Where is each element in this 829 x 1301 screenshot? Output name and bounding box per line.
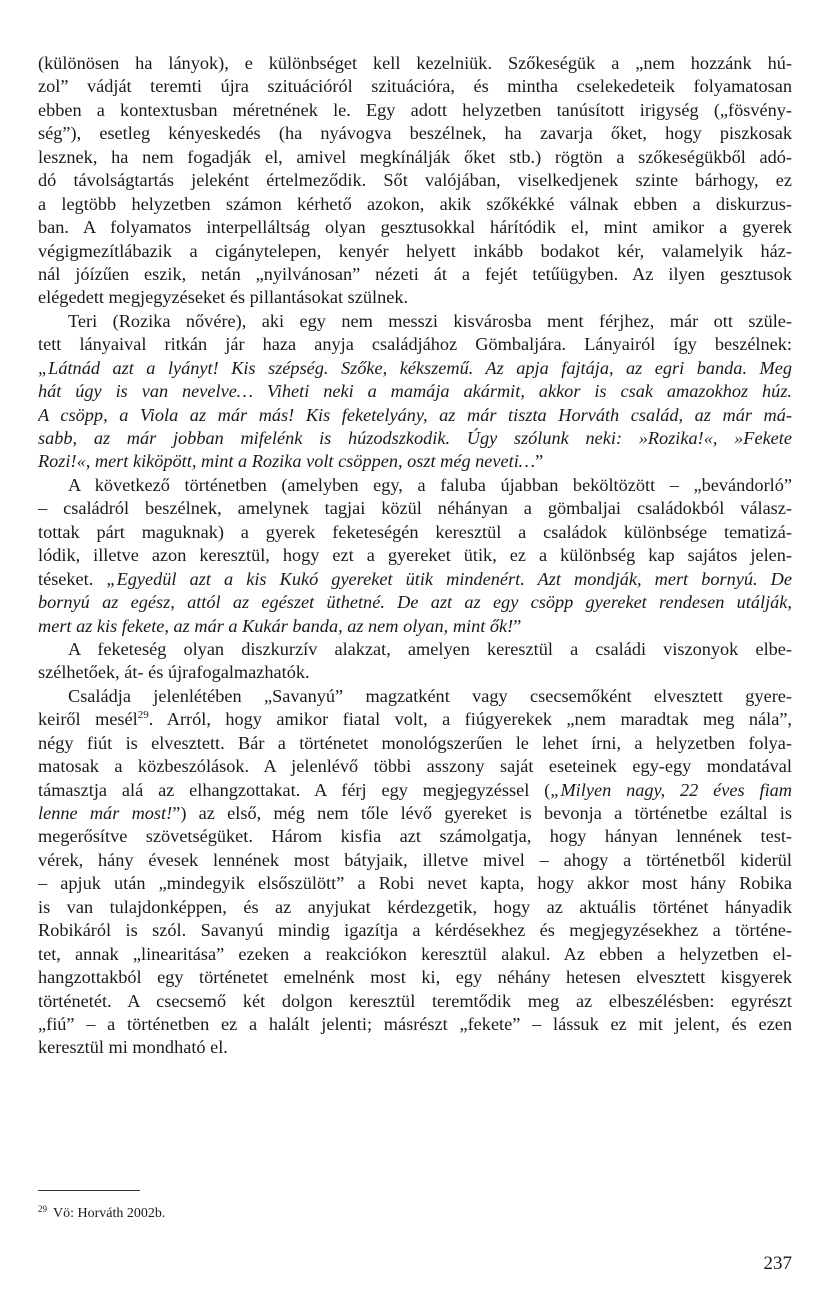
text-line <box>38 193 792 216</box>
text-run: bornyú az egész, attól az egészet üthetné. De azt az egy csöpp gyereket rendesen utálják, <box>38 592 792 613</box>
text-run: Teri (Rozika nővére), aki egy nem messzi kisvárosba ment férjhez, már ott szüle- <box>68 310 792 331</box>
text-line <box>38 333 792 356</box>
text-run: elégedett megjegyzéseket és pillantásokat szülnek. <box>38 287 409 308</box>
text-line <box>38 661 792 684</box>
text-run: ség”), esetleg kényeskedés (ha nyávogva beszélnek, ha zavarja őket, hogy piszkosak <box>38 123 792 144</box>
text-run: nál jóízűen eszik, netán „nyilvánosan” nézeti át a fejét tetűügyben. Az ilyen gesztusok <box>38 263 792 284</box>
text-line <box>38 708 792 731</box>
text-line <box>38 825 792 848</box>
text-run: hangzottakból egy történetet emelnénk most ki, egy néhány hetesen elvesztett kisgyerek <box>38 967 792 988</box>
text-run: A következő történetben (amelyben egy, a faluba újabban beköltözött – „bevándorló” <box>68 474 792 495</box>
footnote-number: 29 <box>38 1204 47 1214</box>
text-line <box>38 146 792 169</box>
text-line <box>38 450 792 473</box>
text-line <box>38 286 792 309</box>
text-run: „Látnád azt a lyányt! Kis szépség. Szőke, kékszemű. Az apja fajtája, az egri banda. Meg <box>38 357 792 378</box>
text-run: Robikáról is szól. Savanyú mindig igazítja a kérdésekhez és megjegyzésekhez a történe- <box>38 920 792 941</box>
footnote-rule <box>38 1190 140 1191</box>
text-line <box>38 52 792 75</box>
text-run: – családról beszélnek, amelynek tagjai közül néhányan a gömbaljai családokból válasz- <box>38 498 792 519</box>
text-run: ” <box>513 615 522 636</box>
text-line <box>38 357 792 380</box>
text-run: – apjuk után „mindegyik elsőszülött” a Robi nevet kapta, hogy akkor most hány Robika <box>38 873 792 894</box>
footnote <box>38 1200 165 1223</box>
text-line <box>38 755 792 778</box>
text-line <box>38 779 792 802</box>
text-run: támasztja alá az elhangzottakat. A férj egy megjegyzéssel ( <box>38 779 551 800</box>
text-run: megerősítve szövetségüket. Három kisfia azt számolgatja, hogy hányan lennének test- <box>38 826 792 847</box>
text-line <box>38 732 792 755</box>
text-run: Családja jelenlétében „Savanyú” magzatként vagy csecsemőként elvesztett gyere- <box>68 685 792 706</box>
text-run: (különösen ha lányok), e különbséget kell kezelniük. Szőkeségük a „nem hozzánk hú- <box>38 53 792 73</box>
text-line <box>38 216 792 239</box>
footnote-ref: 29 <box>137 709 149 722</box>
text-run: hát úgy is van nevelve… Viheti neki a mamája akármit, akkor is csak amazokhoz húz. <box>38 381 792 402</box>
text-run: ban. A folyamatos interpelláltság olyan gesztusokkal hárítódik el, mint amikor a gyerek <box>38 217 792 238</box>
footnote-text: Vö: Horváth 2002b. <box>53 1206 166 1221</box>
text-line <box>38 966 792 989</box>
text-line <box>38 685 792 708</box>
text-line <box>38 990 792 1013</box>
text-line <box>38 240 792 263</box>
text-line <box>38 544 792 567</box>
text-run: keresztül mi mondható el. <box>38 1037 228 1058</box>
text-run: történetét. A csecsemő két dolgon keresztül teremtődik meg az elbeszélésben: egyrészt <box>38 990 792 1011</box>
text-run: is van tulajdonképpen, és az anyjukat kérdezgetik, hogy az aktuális történet hányadik <box>38 896 792 917</box>
text-line <box>38 380 792 403</box>
text-run: keiről mesél <box>38 709 138 730</box>
text-line <box>38 404 792 427</box>
text-line <box>38 521 792 544</box>
text-run: mert az kis fekete, az már a Kukár banda, az nem olyan, mint ők! <box>38 615 514 636</box>
text-run: A csöpp, a Viola az már más! Kis feketelyány, az már tiszta Horváth család, az már má- <box>38 404 792 425</box>
text-line <box>38 169 792 192</box>
page-number: 237 <box>763 1253 792 1274</box>
text-run: lenne már most! <box>38 803 173 823</box>
text-run: a legtöbb helyzetben számon kérhető azokon, akik szőkékké válnak ebben a diskurzus- <box>38 193 792 214</box>
text-run: „Egyedül azt a kis Kukó gyereket ütik mindenért. Azt mondják, mert bornyú. De <box>106 568 792 589</box>
text-line <box>38 1036 792 1059</box>
text-line <box>38 122 792 145</box>
text-line <box>38 99 792 122</box>
text-run: „Milyen nagy, 22 éves fiam <box>550 779 792 800</box>
text-run: tett lányaival ritkán jár haza anyja családjához Gömbaljára. Lányairól így beszélnek: <box>38 334 792 355</box>
text-run: vérek, hány évesek lennének most bátyjaik, illetve mivel – ahogy a történetből kiderül <box>38 849 792 870</box>
text-run: . Arról, hogy amikor fiatal volt, a fiúgyerekek „nem maradtak meg nála”, <box>148 709 792 730</box>
text-line <box>38 896 792 919</box>
body-text <box>38 52 792 1060</box>
text-run: Rozi!«, mert kiköpött, mint a Rozika volt csöppen, oszt még neveti… <box>38 451 536 472</box>
text-line <box>38 919 792 942</box>
text-line <box>38 849 792 872</box>
text-run: matosak a közbeszólások. A jelenlévő többi asszony saját eseteinek egy-egy mondatával <box>38 756 792 777</box>
text-run: „fiú” – a történetben ez a halált jelenti; másrészt „fekete” – lássuk ez mit jelent, és ezen <box>38 1013 792 1034</box>
text-run: A feketeség olyan diszkurzív alakzat, amelyen keresztül a családi viszonyok elbe- <box>68 638 792 659</box>
text-run: végigmezítlábazik a cigánytelepen, kenyér helyett inkább bodakot kér, valamelyik ház- <box>38 240 792 261</box>
text-line <box>38 615 792 638</box>
text-line <box>38 310 792 333</box>
text-run: zol” vádját teremti újra szituációról szituációra, és mintha cselekedeteik folyamatosan <box>38 76 792 97</box>
text-line <box>38 75 792 98</box>
text-line <box>38 872 792 895</box>
text-run: sabb, az már jobban mifelénk is húzodszkodik. Úgy szólunk neki: »Rozika!«, »Fekete <box>38 428 792 448</box>
text-line <box>38 638 792 661</box>
text-line <box>38 474 792 497</box>
text-line <box>38 1013 792 1036</box>
text-run: téseket. <box>38 568 107 589</box>
text-run: ”) az első, még nem tőle lévő gyereket is bevonja a történetbe ezáltal is <box>172 803 792 823</box>
text-line <box>38 427 792 450</box>
text-run: lesznek, ha nem fogadják el, amivel megkínálják őket stb.) rögtön a szőkeségükből adó- <box>38 146 792 167</box>
text-run: szélhetőek, át- és újrafogalmazhatók. <box>38 662 310 683</box>
text-run: lódik, illetve azon keresztül, hogy ezt a gyereket ütik, ez a különbség kap sajátos jelen- <box>38 545 792 566</box>
text-line <box>38 568 792 591</box>
text-run: tottak párt maguknak) a gyerek feketeségén keresztül a családok különbsége tematizá- <box>38 521 792 542</box>
text-line <box>38 497 792 520</box>
text-run: négy fiút is elvesztett. Bár a történetet monológszerűen le lehet írni, a helyzetben folya- <box>38 732 792 753</box>
text-line <box>38 802 792 825</box>
text-line <box>38 943 792 966</box>
text-run: ” <box>535 451 544 472</box>
text-run: dó távolságtartás jeleként értelmeződik. Sőt valójában, viselkedjenek szinte bárhogy, ez <box>38 170 792 191</box>
text-line <box>38 263 792 286</box>
text-run: tet, annak „linearitása” ezeken a reakciókon keresztül alakul. Az ebben a helyzetben el- <box>38 943 792 964</box>
text-line <box>38 591 792 614</box>
text-run: ebben a kontextusban méretnének le. Egy adott helyzetben tanúsított irigység („fösvény- <box>38 99 792 120</box>
